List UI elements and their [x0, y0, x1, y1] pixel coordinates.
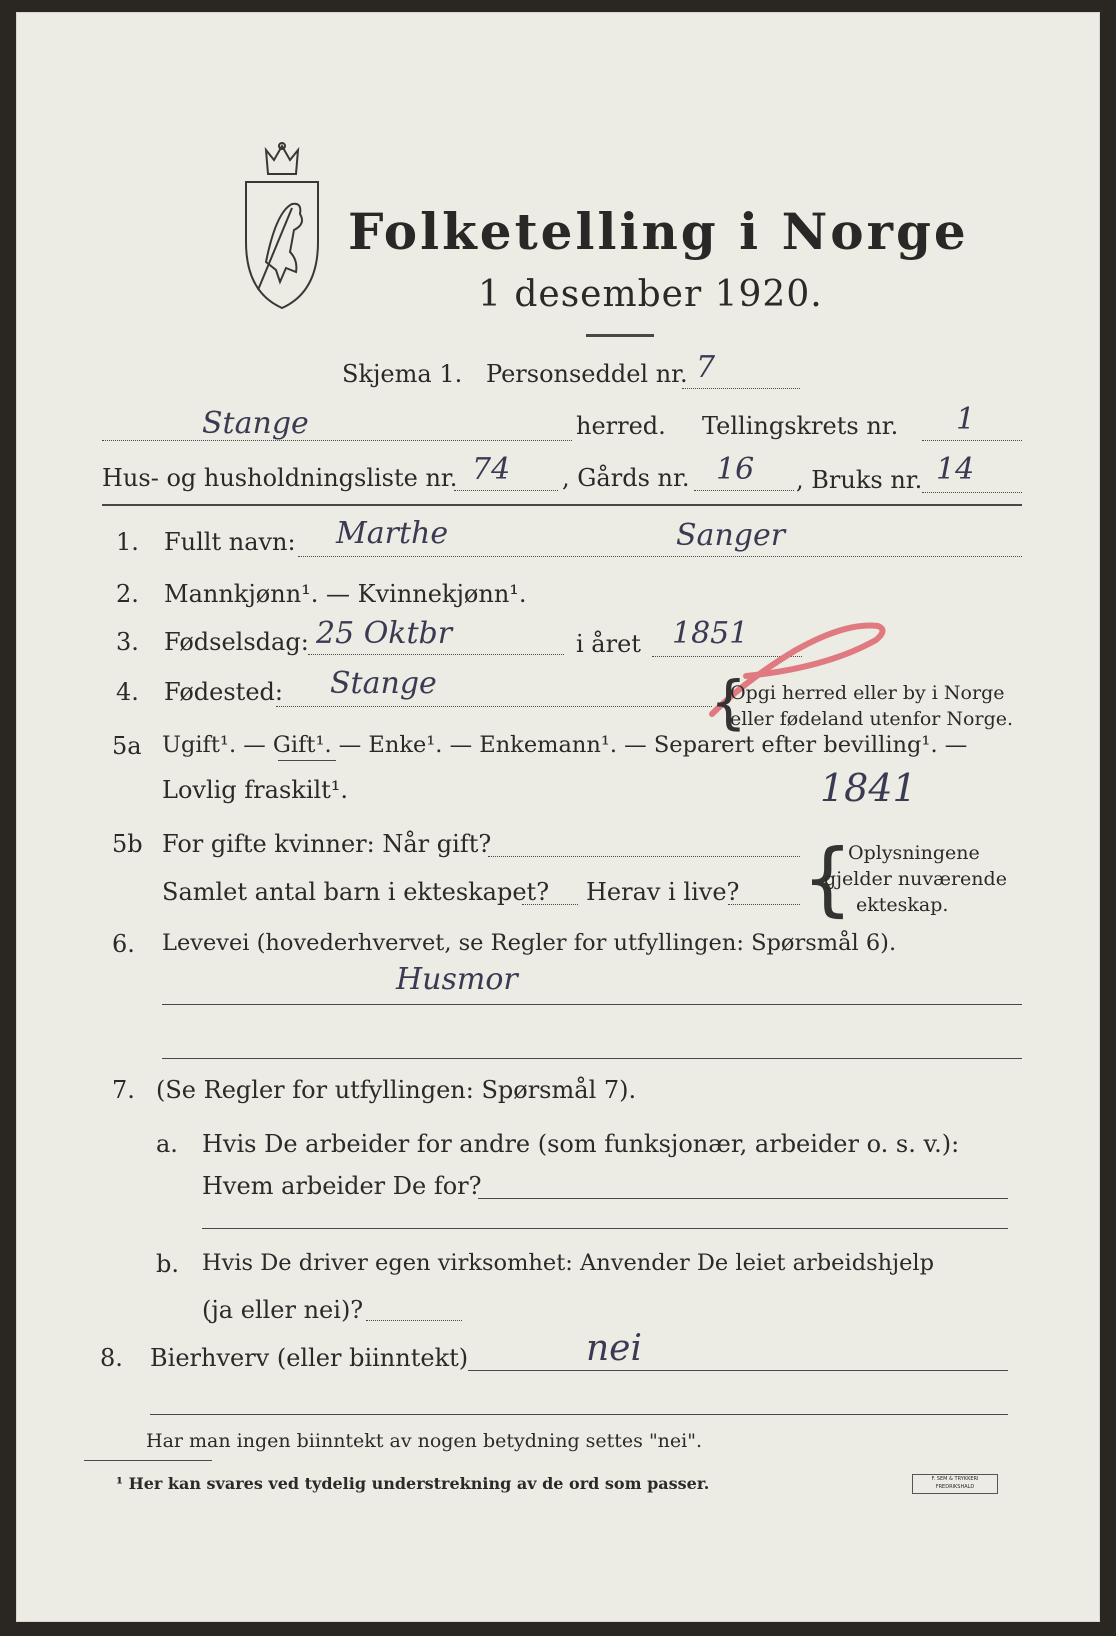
census-form-page — [16, 12, 1100, 1622]
q7b-answer-line — [366, 1320, 462, 1321]
q7b-line1: Hvis De driver egen virksomhet: Anvender De leiet arbeidshjelp — [202, 1250, 935, 1276]
q5b-note2: gjelder nuværende — [824, 868, 1007, 890]
footer-note: Har man ingen biinntekt av nogen betydning settes "nei". — [146, 1430, 703, 1452]
q7-number: 7. — [112, 1076, 135, 1104]
title-rule — [586, 334, 654, 337]
q5b-line2a: Samlet antal barn i ekteskapet? — [162, 878, 550, 906]
q8-number: 8. — [100, 1344, 123, 1372]
herred-label: herred. — [576, 412, 666, 440]
footnote-rule — [84, 1460, 212, 1461]
herred-value[interactable]: Stange — [202, 406, 309, 441]
gards-value[interactable]: 16 — [716, 452, 755, 487]
q3-day-value[interactable]: 25 Oktbr — [316, 616, 453, 651]
q5b-married-line — [488, 856, 800, 857]
q3-number: 3. — [116, 628, 139, 656]
q1-first-name[interactable]: Marthe — [336, 516, 449, 551]
header-divider — [102, 504, 1022, 506]
q5b-line2b: Herav i live? — [586, 878, 740, 906]
census-date: 1 desember 1920. — [478, 274, 823, 315]
gards-line — [694, 490, 794, 491]
q6-number: 6. — [112, 930, 135, 958]
q2-number: 2. — [116, 580, 139, 608]
q6-line2 — [162, 1058, 1022, 1059]
q6-label: Levevei (hovederhvervet, se Regler for utfyllingen: Spørsmål 6). — [162, 930, 897, 956]
q6-line1 — [162, 1004, 1022, 1005]
q5a-line2: Lovlig fraskilt¹. — [162, 776, 349, 804]
personseddel-value[interactable]: 7 — [696, 350, 716, 385]
tellingskrets-label: Tellingskrets nr. — [702, 412, 899, 440]
q1-last-name[interactable]: Sanger — [676, 518, 786, 553]
q4-number: 4. — [116, 678, 139, 706]
q8-answer-line2 — [150, 1414, 1008, 1415]
q5b-note1: Oplysningene — [848, 842, 980, 864]
herred-line — [102, 440, 572, 441]
coat-of-arms-icon — [236, 142, 328, 314]
footnote: ¹ Her kan svares ved tydelig understrekning av de ord som passer. — [116, 1474, 710, 1493]
q7a-answer-line — [478, 1198, 1008, 1199]
q5b-children-line — [522, 904, 578, 905]
q5a-hand-value[interactable]: 1841 — [820, 766, 917, 810]
husliste-value[interactable]: 74 — [472, 452, 511, 487]
q5b-note3: ekteskap. — [856, 894, 949, 916]
q8-value[interactable]: nei — [586, 1328, 643, 1369]
gift-underline — [278, 760, 336, 761]
q3-label: Fødselsdag: — [164, 628, 309, 656]
q7a-line2: Hvem arbeider De for? — [202, 1172, 482, 1200]
q4-note-line2: eller fødeland utenfor Norge. — [730, 708, 1014, 730]
q7a-line1: Hvis De arbeider for andre (som funksjonær, arbeider o. s. v.): — [202, 1130, 960, 1158]
gards-label: , Gårds nr. — [562, 464, 690, 492]
q5b-alive-line — [728, 904, 800, 905]
q2-label: Mannkjønn¹. — Kvinnekjønn¹. — [164, 580, 527, 608]
husliste-line — [454, 490, 558, 491]
printer-stamp: F. SEM & TRYKKERI FREDRIKSHALD — [912, 1474, 998, 1494]
schema-label: Skjema 1. — [342, 360, 463, 388]
q5b-number: 5b — [112, 830, 143, 858]
q6-value[interactable]: Husmor — [396, 962, 518, 997]
q5b-note-brace: { — [802, 832, 853, 925]
q4-note-brace: { — [710, 668, 747, 736]
form-title: Folketelling i Norge — [348, 202, 969, 261]
q5a-number: 5a — [112, 732, 142, 760]
tellingskrets-value[interactable]: 1 — [956, 402, 976, 437]
q7b-line2: (ja eller nei)? — [202, 1296, 364, 1324]
bruks-value[interactable]: 14 — [936, 452, 975, 487]
q4-value[interactable]: Stange — [330, 666, 437, 701]
bruks-label: , Bruks nr. — [796, 466, 923, 494]
q4-label: Fødested: — [164, 678, 283, 706]
q1-number: 1. — [116, 528, 139, 556]
personseddel-line — [682, 388, 800, 389]
q5a-line1: Ugift¹. — Gift¹. — Enke¹. — Enkemann¹. — Separert efter bevilling¹. — — [162, 732, 968, 758]
q7-label: (Se Regler for utfyllingen: Spørsmål 7). — [156, 1076, 637, 1104]
tellingskrets-line — [922, 440, 1022, 441]
q3-year-value[interactable]: 1851 — [672, 616, 749, 651]
q7a-answer-line2 — [202, 1228, 1008, 1229]
q3-year-label: i året — [576, 630, 641, 658]
q4-note-line1: Opgi herred eller by i Norge — [730, 682, 1005, 704]
husliste-label: Hus- og husholdningsliste nr. — [102, 464, 458, 492]
q7b-letter: b. — [156, 1250, 179, 1278]
q1-label: Fullt navn: — [164, 528, 296, 556]
q8-answer-line — [468, 1370, 1008, 1371]
q3-day-line — [308, 654, 564, 655]
personseddel-label: Personseddel nr. — [486, 360, 688, 388]
q8-label: Bierhverv (eller biinntekt) — [150, 1344, 469, 1372]
q4-line — [276, 706, 712, 707]
bruks-line — [922, 492, 1022, 493]
q1-line — [298, 556, 1022, 557]
q7a-letter: a. — [156, 1130, 178, 1158]
q5b-line1: For gifte kvinner: Når gift? — [162, 830, 492, 858]
